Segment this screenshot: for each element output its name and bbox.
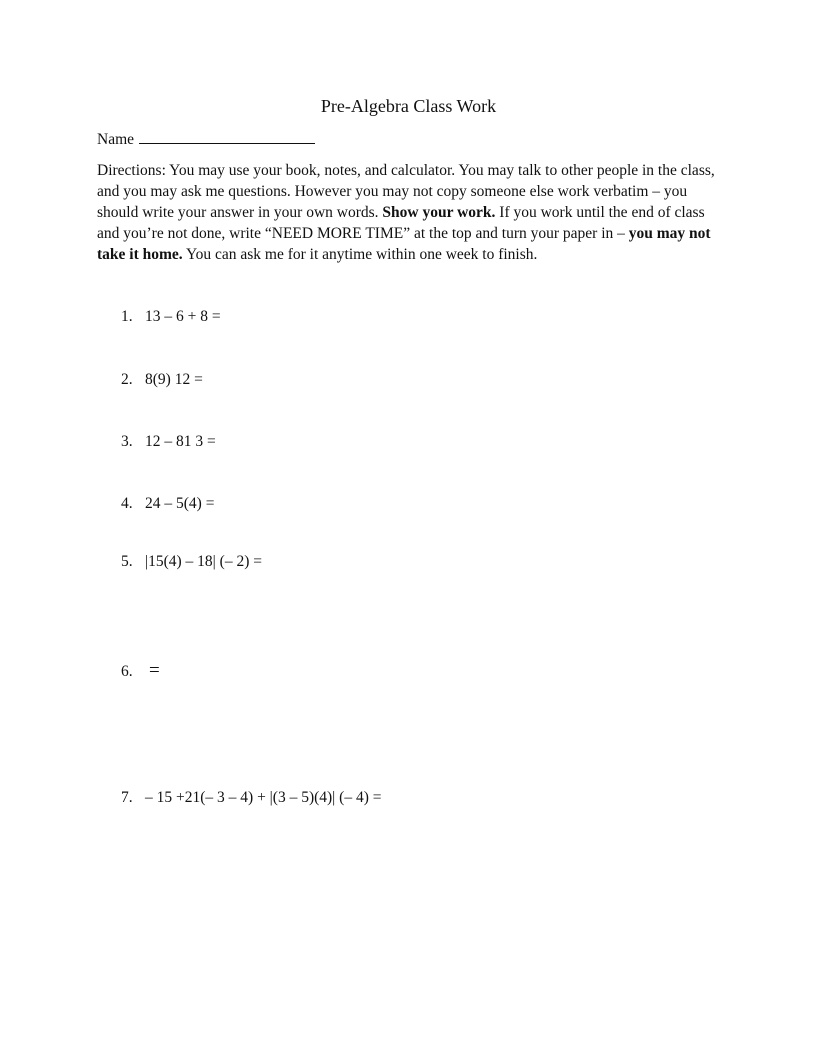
problem-number: 5. [121,553,133,570]
problem-4 [121,493,214,514]
name-label: Name [97,131,135,148]
problem-7 [121,787,381,808]
problem-number: 1. [121,308,133,325]
problem-expression: – 15 +21(– 3 – 4) + |(3 – 5)(4)| (– 4) = [145,789,382,806]
problem-expression: |15(4) – 18| (– 2) = [145,553,262,570]
problem-2 [121,369,203,390]
directions-text-2: If you work until the end of class and you’re not done, write “NEED MORE TIME” at the top and turn your paper in – [97,204,705,242]
problem-expression: 24 – 5(4) = [145,495,215,512]
directions-text-1: Directions: You may use your book, notes, and calculator. You may talk to other people in the class, and you may ask me questions. However you may not copy someone else work verbatim – you should write your answer in your own words. [97,162,715,221]
problem-number: 7. [121,789,133,806]
problem-number: 6. [121,663,133,680]
page-title: Pre-Algebra Class Work [320,96,497,116]
problem-5 [121,551,262,572]
directions-bold-1: Show your work. [382,204,496,221]
directions-text-3: You can ask me for it anytime within one week to finish. [182,246,538,263]
problem-3 [121,431,216,452]
problem-expression: 13 – 6 + 8 = [145,308,221,325]
name-blank-line [139,129,315,144]
problem-expression: = [149,660,160,681]
problem-expression: 12 – 81 3 = [145,433,216,450]
problem-1 [121,306,221,327]
problem-expression: 8(9) 12 = [145,371,203,388]
problem-number: 3. [121,433,133,450]
directions-paragraph [97,160,721,265]
problem-number: 4. [121,495,133,512]
directions-bold-2: you may not take it home. [97,225,711,263]
problem-number: 2. [121,371,133,388]
problem-6 [121,660,160,682]
name-field-row [97,129,315,150]
